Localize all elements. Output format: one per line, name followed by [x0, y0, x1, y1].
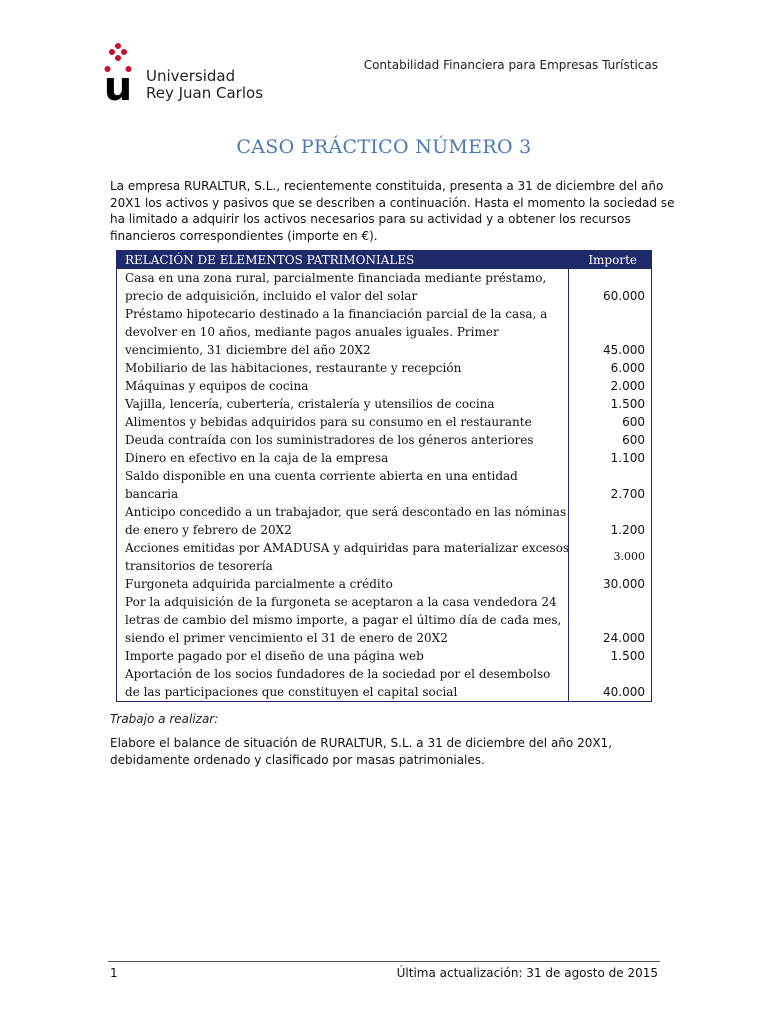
assets-liabilities-table [116, 250, 652, 702]
row-amount: 2.700 [610, 487, 645, 501]
table-row [117, 305, 651, 359]
row-description-line: de enero y febrero de 20X2 [125, 523, 292, 537]
row-description-line: transitorios de tesorería [125, 559, 273, 573]
row-description-line: Préstamo hipotecario destinado a la financiación parcial de la casa, a [125, 307, 548, 321]
row-description [125, 539, 569, 575]
table-row [117, 593, 651, 647]
row-description-line: Deuda contraída con los suministradores de los géneros anteriores [125, 433, 534, 447]
page-title: CASO PRÁCTICO NÚMERO 3 [236, 136, 532, 158]
row-description-line: Por la adquisición de la furgoneta se aceptaron a la casa vendedora 24 [125, 595, 557, 609]
row-description-line: Vajilla, lencería, cubertería, cristalería y utensilios de cocina [125, 397, 495, 411]
row-amount: 600 [622, 433, 645, 447]
table-row [117, 467, 651, 503]
table-header-description: RELACIÓN DE ELEMENTOS PATRIMONIALES [125, 253, 415, 267]
row-description-line: vencimiento, 31 diciembre del año 20X2 [125, 343, 371, 357]
table-row [117, 377, 651, 395]
row-description [125, 431, 565, 449]
row-description-line: Importe pagado por el diseño de una página web [125, 649, 424, 663]
row-amount: 6.000 [610, 361, 645, 375]
table-row [117, 449, 651, 467]
university-name-line: Rey Juan Carlos [146, 84, 264, 102]
row-description-line: Casa en una zona rural, parcialmente financiada mediante préstamo, [125, 271, 547, 285]
row-description [125, 269, 565, 305]
university-name-line: Universidad [146, 67, 236, 85]
row-description [125, 449, 565, 467]
row-amount: 1.100 [610, 451, 645, 465]
row-description-line: Anticipo concedido a un trabajador, que será descontado en las nóminas [125, 505, 567, 519]
row-description [125, 647, 565, 665]
row-description-line: Saldo disponible en una cuenta corriente abierta en una entidad [125, 469, 518, 483]
row-amount: 1.500 [610, 649, 645, 663]
row-description [125, 665, 565, 701]
row-description-line: de las participaciones que constituyen el capital social [125, 685, 458, 699]
row-amount: 24.000 [603, 631, 645, 645]
logo-letter: u [104, 64, 132, 102]
row-amount: 600 [622, 415, 645, 429]
row-description [125, 395, 565, 413]
intro-line: financieros correspondientes (importe en €). [110, 228, 378, 243]
table-row [117, 395, 651, 413]
intro-line: 20X1 los activos y pasivos que se describen a continuación. Hasta el momento la sociedad se [110, 195, 675, 210]
task-line: debidamente ordenado y clasificado por masas patrimoniales. [110, 752, 485, 767]
row-description [125, 503, 565, 539]
last-updated: Última actualización: 31 de agosto de 2015 [396, 966, 658, 980]
task-label: Trabajo a realizar: [110, 712, 219, 726]
row-description-line: bancaria [125, 487, 179, 501]
intro-line: ha limitado a adquirir los activos necesarios para su actividad y a obtener los recursos [110, 212, 631, 226]
university-logo [104, 42, 274, 106]
table-row [117, 647, 651, 665]
row-description-line: Dinero en efectivo en la caja de la empresa [125, 451, 389, 465]
university-name [146, 68, 263, 102]
row-description-line: Máquinas y equipos de cocina [125, 379, 309, 393]
row-description [125, 467, 565, 503]
table-row [117, 539, 651, 575]
row-description-line: precio de adquisición, incluido el valor del solar [125, 289, 418, 303]
row-description-line: Mobiliario de las habitaciones, restaurante y recepción [125, 361, 462, 375]
row-description [125, 359, 565, 377]
row-description [125, 575, 565, 593]
row-amount: 30.000 [603, 577, 645, 591]
row-amount: 1.200 [610, 523, 645, 537]
row-amount: 2.000 [610, 379, 645, 393]
table-header [117, 251, 651, 269]
row-description-line: devolver en 10 años, mediante pagos anuales iguales. Primer [125, 325, 499, 339]
course-title: Contabilidad Financiera para Empresas Turísticas [363, 58, 658, 72]
urjc-logo-icon [104, 42, 132, 102]
table-row [117, 665, 651, 701]
table-row [117, 503, 651, 539]
row-description-line: Furgoneta adquirida parcialmente a crédito [125, 577, 393, 591]
row-description-line: letras de cambio del mismo importe, a pagar el último día de cada mes, [125, 613, 562, 627]
row-amount: 40.000 [603, 685, 645, 699]
table-row [117, 431, 651, 449]
row-amount: 1.500 [610, 397, 645, 411]
row-description [125, 305, 565, 359]
table-body [117, 269, 651, 701]
table-row [117, 413, 651, 431]
row-description [125, 413, 565, 431]
page-number: 1 [110, 966, 118, 980]
table-row [117, 269, 651, 305]
row-description-line: Aportación de los socios fundadores de la sociedad por el desembolso [125, 667, 551, 681]
intro-paragraph [110, 178, 675, 244]
row-description [125, 593, 565, 647]
footer-divider [108, 961, 660, 962]
row-amount: 60.000 [603, 289, 645, 303]
task-paragraph [110, 735, 612, 768]
table-header-amount: Importe [588, 253, 637, 267]
row-description-line: Acciones emitidas por AMADUSA y adquiridas para materializar excesos [125, 541, 569, 555]
row-amount: 3.000 [613, 550, 645, 563]
row-amount: 45.000 [603, 343, 645, 357]
table-row [117, 575, 651, 593]
task-line: Elabore el balance de situación de RURALTUR, S.L. a 31 de diciembre del año 20X1, [110, 736, 613, 750]
row-description-line: Alimentos y bebidas adquiridos para su consumo en el restaurante [125, 415, 532, 429]
intro-line: La empresa RURALTUR, S.L., recientemente constituida, presenta a 31 de diciembre del año [110, 179, 664, 193]
row-description-line: siendo el primer vencimiento el 31 de enero de 20X2 [125, 631, 448, 645]
row-description [125, 377, 565, 395]
table-row [117, 359, 651, 377]
